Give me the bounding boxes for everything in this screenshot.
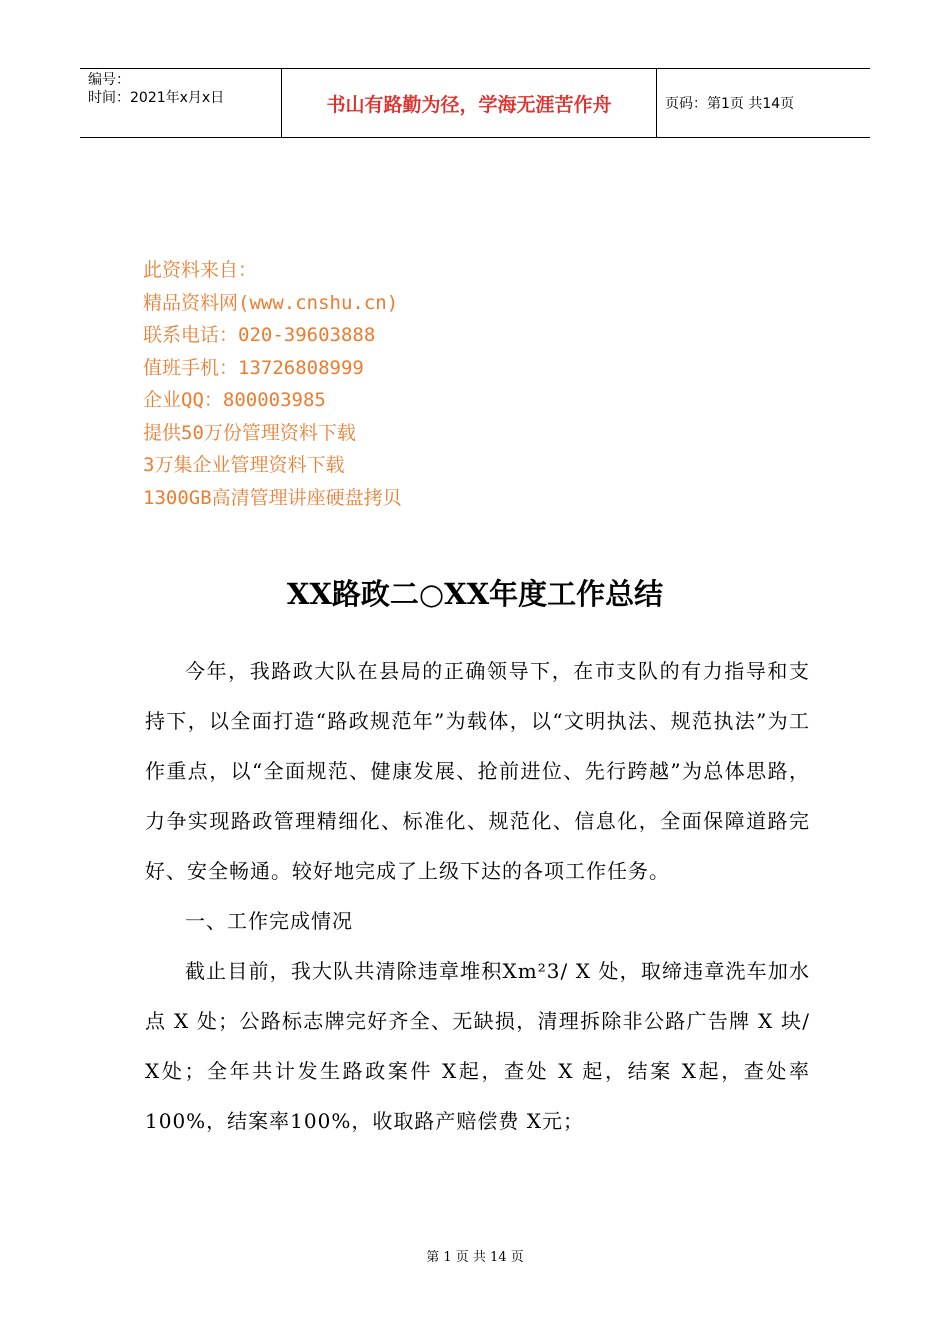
source-line: 精品资料网(www.cnshu.cn) [143,291,399,314]
header-motto: 书山有路勤为径，学海无涯苦作舟 [282,69,657,137]
document-time-label: 时间：2021年x月x日 [88,90,225,106]
page-footer: 第 1 页 共 14 页 [426,1250,524,1265]
paragraph-intro: 今年，我路政大队在县局的正确领导下，在市支队的有力指导和支持下，以全面打造“路政规范年”为载体，以“文明执法、规范执法”为工作重点，以“全面规范、健康发展、抢前进位、先行跨越”为总体思路，力争实现路政管理精细化、标准化、规范化、信息化，全面保障道路完好、安全畅通。较好地完成了上级下达的各项工作任务。 [145,659,810,883]
header-table [80,68,870,138]
source-line: 3万集企业管理资料下载 [143,454,345,476]
source-info-block [143,254,402,514]
source-line: 联系电话：020-39603888 [143,324,376,346]
document-body [145,646,810,1146]
source-line: 此资料来自： [143,259,258,281]
source-line: 提供50万份管理资料下载 [143,421,356,444]
paragraph-work-results: 截止目前，我大队共清除违章堆积Xm²3/ X 处，取缔违章洗车加水点 X 处；公路标志牌完好齐全、无缺损，清理拆除非公路广告牌 X 块/ X处；全年共计发生路政案件 X起，查处 X 起，结案 X起，查处率100%，结案率100%，收取路产赔偿费 X元； [145,959,810,1133]
source-line: 1300GB高清管理讲座硬盘拷贝 [143,486,402,509]
source-line: 企业QQ：800003985 [143,389,326,411]
section-heading: 一、工作完成情况 [185,909,353,933]
document-number-label: 编号： [88,72,130,88]
source-line: 值班手机：13726808999 [143,356,364,379]
header-page-label: 页码：第1页 共14页 [665,96,795,112]
header-meta-cell [80,69,282,137]
document-title: XX路政二○XX年度工作总结 [286,577,664,611]
